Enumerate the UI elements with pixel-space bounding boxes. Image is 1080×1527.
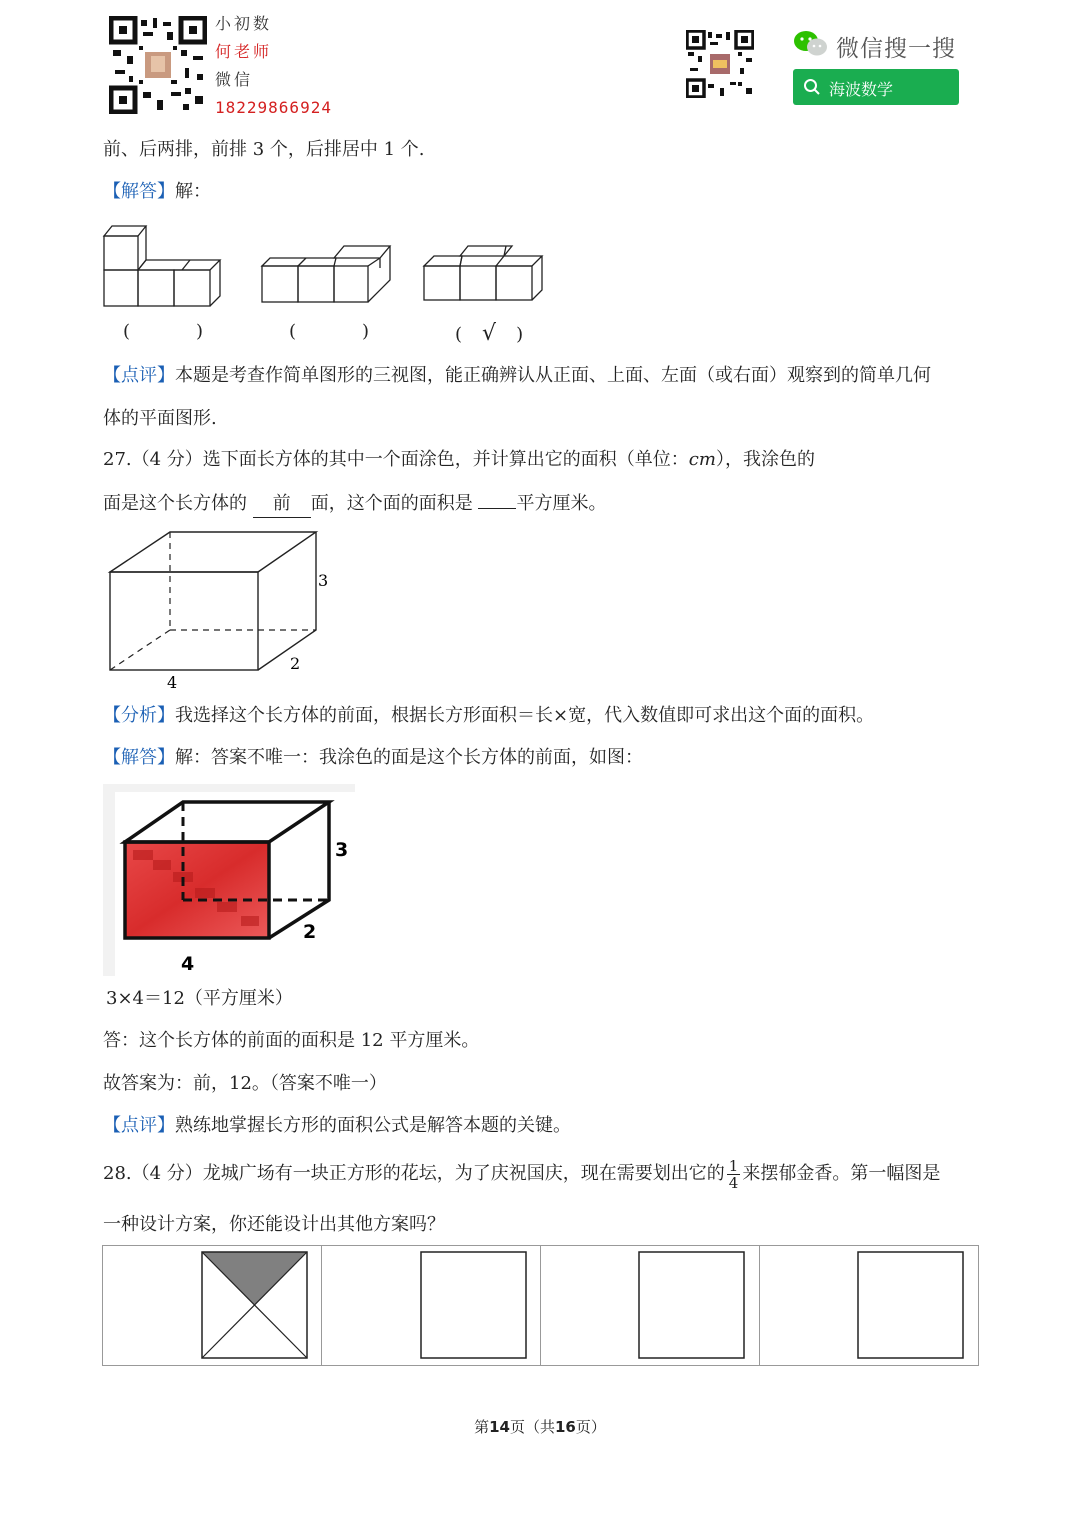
- q27-line2-suffix: 平方厘米。: [516, 493, 607, 514]
- q27-calculation: 3×4＝12（平方厘米）: [106, 988, 293, 1009]
- option-1-mark: [123, 321, 203, 342]
- check-mark-icon: √: [482, 321, 497, 346]
- total-pages: 16: [555, 1418, 576, 1436]
- q28-line-2: 一种设计方案，你还能设计出其他方案吗？: [103, 1214, 445, 1235]
- paren-close: ): [196, 321, 204, 342]
- paren-close: ): [362, 321, 370, 342]
- answer-tag: 【解答】: [103, 181, 175, 202]
- q28-fraction: [727, 1158, 741, 1191]
- q27-cuboid-figure: [100, 528, 340, 693]
- design-cell-1: [202, 1252, 307, 1358]
- wechat-search-title: 微信搜一搜: [836, 36, 956, 62]
- option-2-mark: [289, 321, 369, 342]
- footer-prefix: 第: [474, 1418, 490, 1436]
- option-3-mark: [455, 321, 523, 346]
- qr-code-teacher: [109, 16, 207, 114]
- q27-analysis: [103, 703, 874, 729]
- q27-unit: cm: [688, 449, 716, 470]
- q27-answer: [103, 745, 643, 771]
- answer-tag: 【解答】: [103, 747, 175, 768]
- q27-title-suffix: ），我涂色的: [715, 449, 815, 470]
- footer-suffix: 页）: [575, 1418, 606, 1436]
- design-cell-2-square[interactable]: [421, 1252, 526, 1358]
- q27-line-2: [103, 491, 606, 518]
- teacher-contact: [215, 10, 332, 122]
- paren-open: (: [455, 324, 463, 345]
- dim-width: 4: [167, 673, 178, 692]
- design-cell-4-square[interactable]: [858, 1252, 963, 1358]
- search-icon: [803, 78, 821, 100]
- wechat-search-button[interactable]: [793, 69, 959, 105]
- q27-blank-face: 前: [253, 491, 311, 518]
- q27-title-prefix: 27.（4 分）选下面长方体的其中一个面涂色，并计算出它的面积（单位：: [103, 449, 689, 470]
- q26-description: 前、后两排，前排 3 个，后排居中 1 个.: [103, 139, 425, 160]
- handwritten-line-1: 小初数: [215, 14, 273, 33]
- q27-blank-area: [478, 508, 516, 509]
- comment-tag: 【点评】: [103, 365, 175, 386]
- q27-reply: 答：这个长方体的前面的面积是 12 平方厘米。: [103, 1030, 480, 1051]
- page-number: 14: [489, 1418, 510, 1436]
- dim-depth: 2: [290, 654, 301, 673]
- q27-title: [103, 447, 815, 473]
- fraction-numerator: 1: [728, 1156, 739, 1175]
- shaded-quarter: [202, 1252, 307, 1305]
- q27-line2-mid: 面，这个面的面积是: [310, 493, 479, 514]
- q26-comment-line-1: [103, 363, 931, 389]
- option-3-figure: [424, 246, 542, 300]
- q27-final-answer: 故答案为：前，12。（答案不唯一）: [103, 1073, 387, 1094]
- search-button-label: 海波数学: [829, 80, 894, 99]
- option-2-figure: [262, 246, 390, 302]
- answer-text: 解：答案不唯一：我涂色的面是这个长方体的前面，如图：: [175, 747, 643, 768]
- q27-comment: [103, 1113, 571, 1139]
- fraction-denominator: 4: [728, 1173, 739, 1192]
- dim-depth: 2: [303, 921, 317, 943]
- q26-view-options: [100, 220, 550, 315]
- q27-line2-prefix: 面是这个长方体的: [103, 493, 253, 514]
- paren-open: (: [289, 321, 297, 342]
- option-1-figure: [104, 226, 220, 306]
- q28-title: [103, 1156, 940, 1192]
- footer-mid: 页（共: [509, 1418, 555, 1436]
- handwritten-line-2: 何老师: [215, 42, 273, 61]
- page-footer: [0, 1416, 1080, 1437]
- q28-title-prefix: 28.（4 分）龙城广场有一块正方形的花坛，为了庆祝国庆，现在需要划出它的: [103, 1163, 725, 1184]
- analysis-tag: 【分析】: [103, 705, 175, 726]
- q27-shaded-cuboid: [103, 784, 355, 976]
- paren-close: ): [516, 324, 524, 345]
- analysis-text: 我选择这个长方体的前面，根据长方形面积＝长×宽，代入数值即可求出这个面的面积。: [175, 705, 875, 726]
- dim-height: 3: [335, 839, 349, 861]
- comment-text: 熟练地掌握长方形的面积公式是解答本题的关键。: [175, 1115, 571, 1136]
- qr-code-wechat: [686, 30, 754, 98]
- answer-text: 解：: [175, 181, 211, 202]
- paren-open: (: [123, 321, 131, 342]
- comment-tag: 【点评】: [103, 1115, 175, 1136]
- q26-comment-line-2: 体的平面图形.: [103, 408, 217, 429]
- q26-answer-line: [103, 179, 211, 205]
- wechat-logo-icon: [793, 29, 829, 59]
- q28-title-suffix: 来摆郁金香。第一幅图是: [742, 1163, 941, 1184]
- comment-text: 本题是考查作简单图形的三视图，能正确辨认从正面、上面、左面（或右面）观察到的简单几何: [175, 365, 931, 386]
- dim-width: 4: [181, 953, 195, 975]
- handwritten-line-3: 微信: [215, 70, 254, 89]
- dim-height: 3: [318, 571, 329, 590]
- phone-number: 18229866924: [215, 98, 332, 117]
- q28-design-table: [102, 1245, 980, 1367]
- design-cell-3-square[interactable]: [639, 1252, 744, 1358]
